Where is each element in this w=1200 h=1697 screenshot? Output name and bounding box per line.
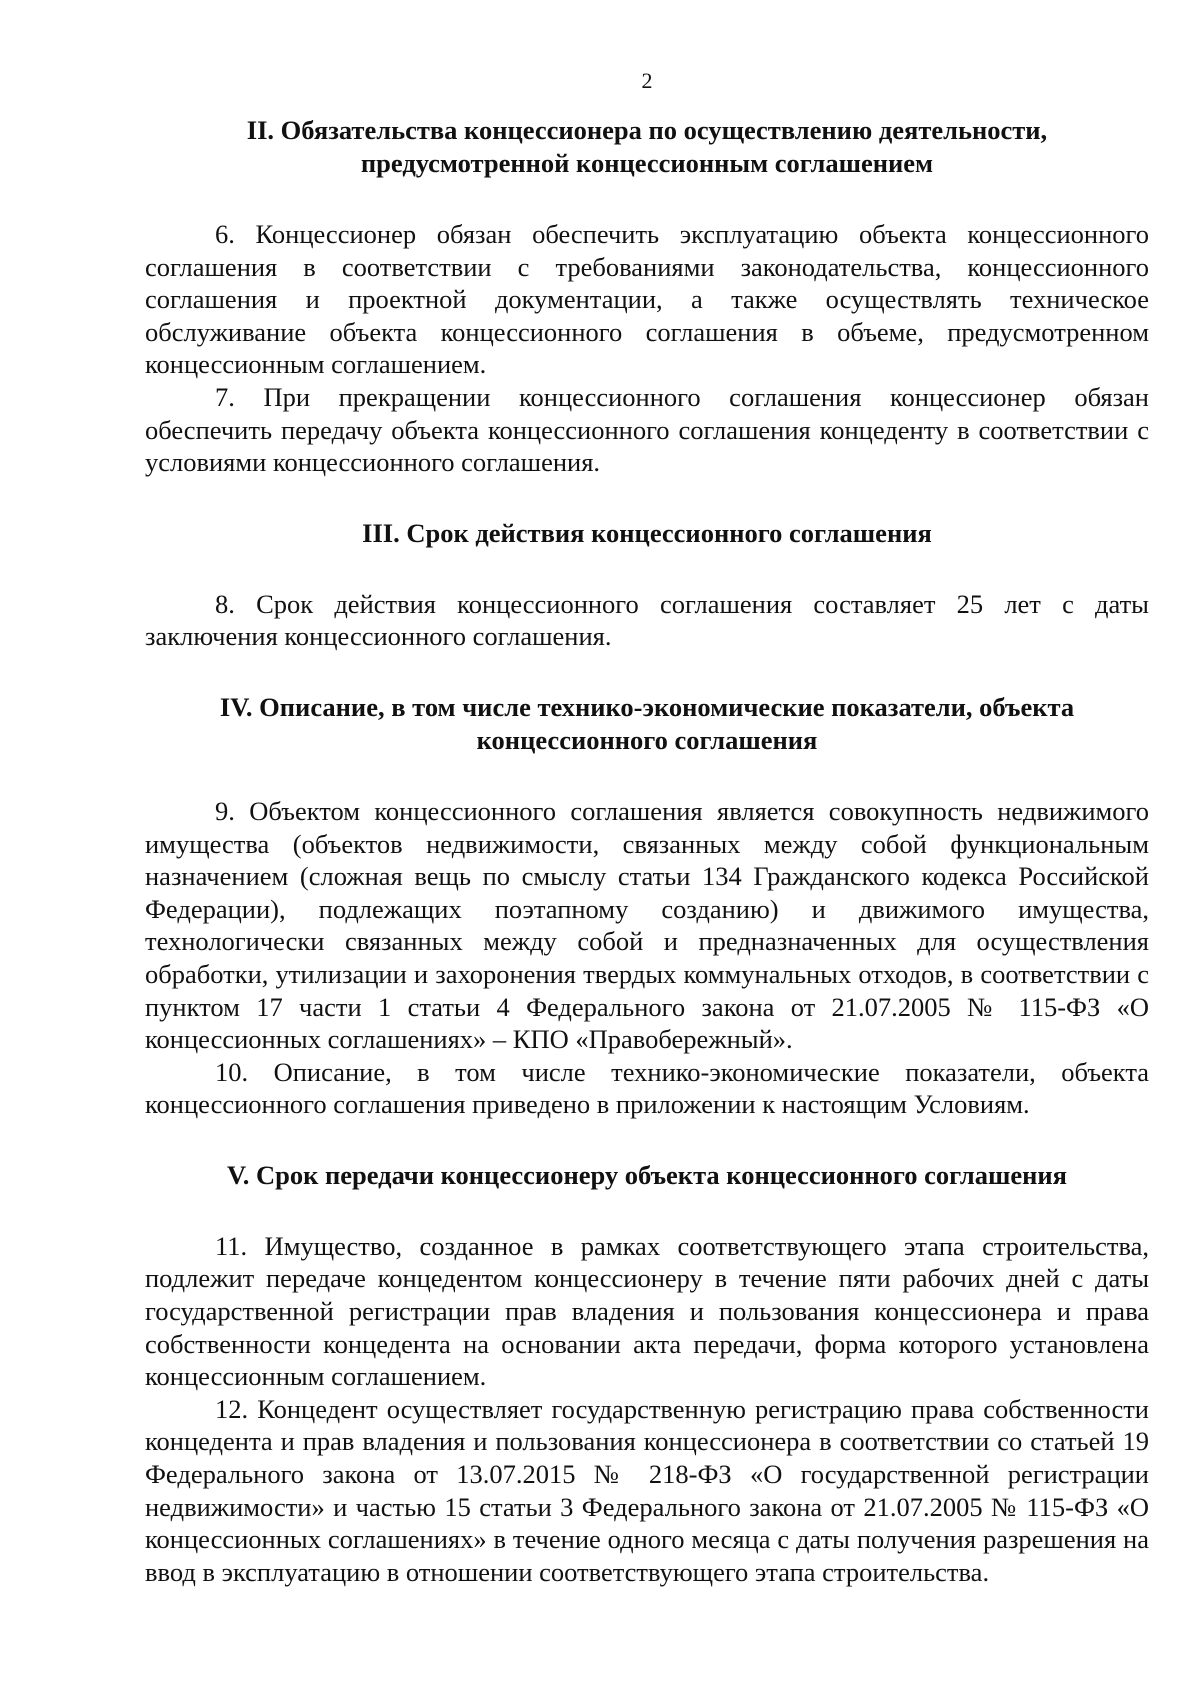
section-title [145, 691, 1149, 757]
section-term [145, 517, 1149, 653]
section-title-line: III. Срок действия концессионного соглашения [362, 517, 932, 548]
paragraph-9: 9. Объектом концессионного соглашения является совокупность недвижимого имущества (объектов недвижимости, связанных между собой функциональным назначением (сложная вещь по смыслу статьи 134 Гражданского кодекса Российской Федерации), подлежащих поэтапному созданию) и движимого имущества, технологически связанных между собой и предназначенных для осуществления обработки, утилизации и захоронения твердых коммунальных отходов, в соответствии с пунктом 17 части 1 статьи 4 Федерального закона от 21.07.2005 № 115-ФЗ «О концессионных соглашениях» – КПО «Правобережный». [145, 795, 1149, 1055]
section-title [145, 114, 1149, 180]
section-title [145, 1159, 1149, 1192]
section-title-line: IV. Описание, в том числе технико-экономические показатели, объекта [219, 691, 1075, 722]
section-transfer [145, 1159, 1149, 1589]
section-title-line: V. Срок передачи концессионеру объекта концессионного соглашения [227, 1159, 1067, 1190]
document-page [145, 68, 1149, 1588]
section-title [145, 517, 1149, 550]
paragraph-7: 7. При прекращении концессионного соглашения концессионер обязан обеспечить передачу объекта концессионного соглашения концеденту в соответствии с условиями концессионного соглашения. [145, 381, 1149, 478]
paragraph-11: 11. Имущество, созданное в рамках соответствующего этапа строительства, подлежит передаче концедентом концессионеру в течение пяти рабочих дней с даты государственной регистрации прав владения и пользования концессионера и права собственности концедента на основании акта передачи, форма которого установлена концессионным соглашением. [145, 1230, 1149, 1392]
paragraph-6: 6. Концессионер обязан обеспечить эксплуатацию объекта концессионного соглашения в соответствии с требованиями законодательства, концессионного соглашения и проектной документации, а также осуществлять техническое обслуживание объекта концессионного соглашения в объеме, предусмотренном концессионным соглашением. [145, 219, 1149, 380]
paragraph-8: 8. Срок действия концессионного соглашения составляет 25 лет с даты заключения концессионного соглашения. [145, 588, 1149, 652]
section-title-line: II. Обязательства концессионера по осуществлению деятельности, [246, 115, 1048, 145]
paragraph-10: 10. Описание, в том числе технико-экономические показатели, объекта концессионного соглашения приведено в приложении к настоящим Условиям. [145, 1056, 1149, 1120]
section-description [145, 691, 1149, 1121]
section-title-line: предусмотренной концессионным соглашением [360, 148, 934, 178]
section-obligations [145, 114, 1149, 479]
page-number: 2 [641, 68, 653, 93]
paragraph-12: 12. Концедент осуществляет государственную регистрацию права собственности концедента и прав владения и пользования концессионера в соответствии со статьей 19 Федерального закона от 13.07.2015 № 218-ФЗ «О государственной регистрации недвижимости» и частью 15 статьи 3 Федерального закона от 21.07.2005 № 115-ФЗ «О концессионных соглашениях» в течение одного месяца с даты получения разрешения на ввод в эксплуатацию в отношении соответствующего этапа строительства. [145, 1393, 1149, 1587]
section-title-line: концессионного соглашения [476, 724, 818, 755]
